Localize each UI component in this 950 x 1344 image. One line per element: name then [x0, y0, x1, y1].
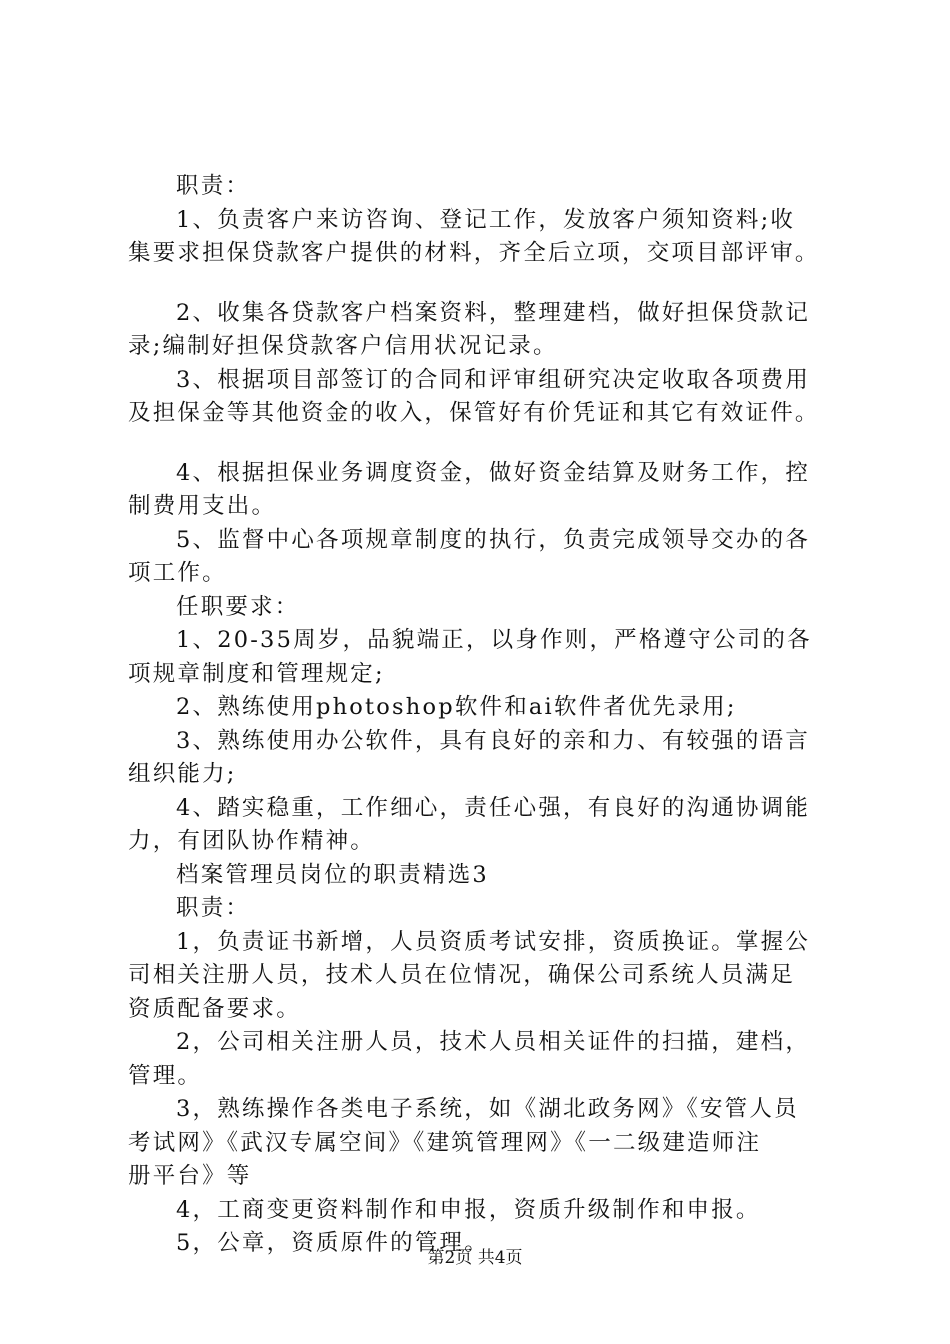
paragraph-line: 录;编制好担保贷款客户信用状况记录。 [128, 333, 558, 359]
paragraph-line: 1，负责证书新增，人员资质考试安排，资质换证。掌握公 [176, 928, 811, 955]
paragraph-line: 考试网》《武汉专属空间》《建筑管理网》《一二级建造师注 [128, 1129, 762, 1156]
section-heading-duties: 职责： [176, 895, 251, 921]
section-heading-requirements: 任职要求： [176, 593, 300, 620]
paragraph-line: 3，熟练操作各类电子系统，如《湖北政务网》《安管人员 [176, 1096, 799, 1122]
paragraph-line: 集要求担保贷款客户提供的材料，齐全后立项，交项目部评审。 [128, 240, 820, 266]
paragraph-line: 项工作。 [128, 560, 227, 586]
page-number-footer: 第2页 共4页 [427, 1248, 523, 1268]
paragraph-line: 3、熟练使用办公软件，具有良好的亲和力、有较强的语言 [176, 727, 811, 754]
paragraph-line: 司相关注册人员，技术人员在位情况，确保公司系统人员满足 [128, 962, 795, 988]
paragraph-line: 1、负责客户来访咨询、登记工作，发放客户须知资料;收 [176, 206, 796, 233]
paragraph-line: 5、监督中心各项规章制度的执行，负责完成领导交办的各 [176, 526, 811, 553]
section-title: 档案管理员岗位的职责精选3 [176, 861, 489, 888]
paragraph-line: 2、收集各贷款客户档案资料，整理建档，做好担保贷款记 [176, 299, 811, 326]
paragraph-line: 项规章制度和管理规定; [128, 660, 385, 687]
paragraph-line: 2，公司相关注册人员，技术人员相关证件的扫描，建档， [176, 1029, 811, 1055]
paragraph-line: 管理。 [128, 1062, 203, 1089]
paragraph-line: 2、熟练使用photoshop软件和ai软件者优先录用; [176, 694, 737, 720]
paragraph-line: 4、根据担保业务调度资金，做好资金结算及财务工作，控 [176, 459, 811, 486]
paragraph-line: 1、20-35周岁，品貌端正，以身作则，严格遵守公司的各 [176, 627, 812, 653]
section-heading-duties: 职责： [176, 173, 251, 199]
paragraph-line: 及担保金等其他资金的收入，保管好有价凭证和其它有效证件。 [128, 400, 820, 426]
paragraph-line: 5，公章，资质原件的管理。 [176, 1230, 489, 1256]
paragraph-line: 册平台》等 [128, 1163, 252, 1189]
paragraph-line: 4，工商变更资料制作和申报，资质升级制作和申报。 [176, 1196, 761, 1223]
paragraph-gap [128, 271, 838, 297]
paragraph-line: 3、根据项目部签订的合同和评审组研究决定收取各项费用 [176, 366, 811, 393]
paragraph-line: 力，有团队协作精神。 [128, 828, 376, 854]
paragraph-line: 资质配备要求。 [128, 995, 301, 1022]
paragraph-gap [128, 431, 838, 457]
document-body [128, 170, 838, 1261]
paragraph-line: 组织能力; [128, 761, 237, 787]
paragraph-line: 4、踏实稳重，工作细心，责任心强，有良好的沟通协调能 [176, 794, 811, 821]
paragraph-line: 制费用支出。 [128, 493, 277, 519]
